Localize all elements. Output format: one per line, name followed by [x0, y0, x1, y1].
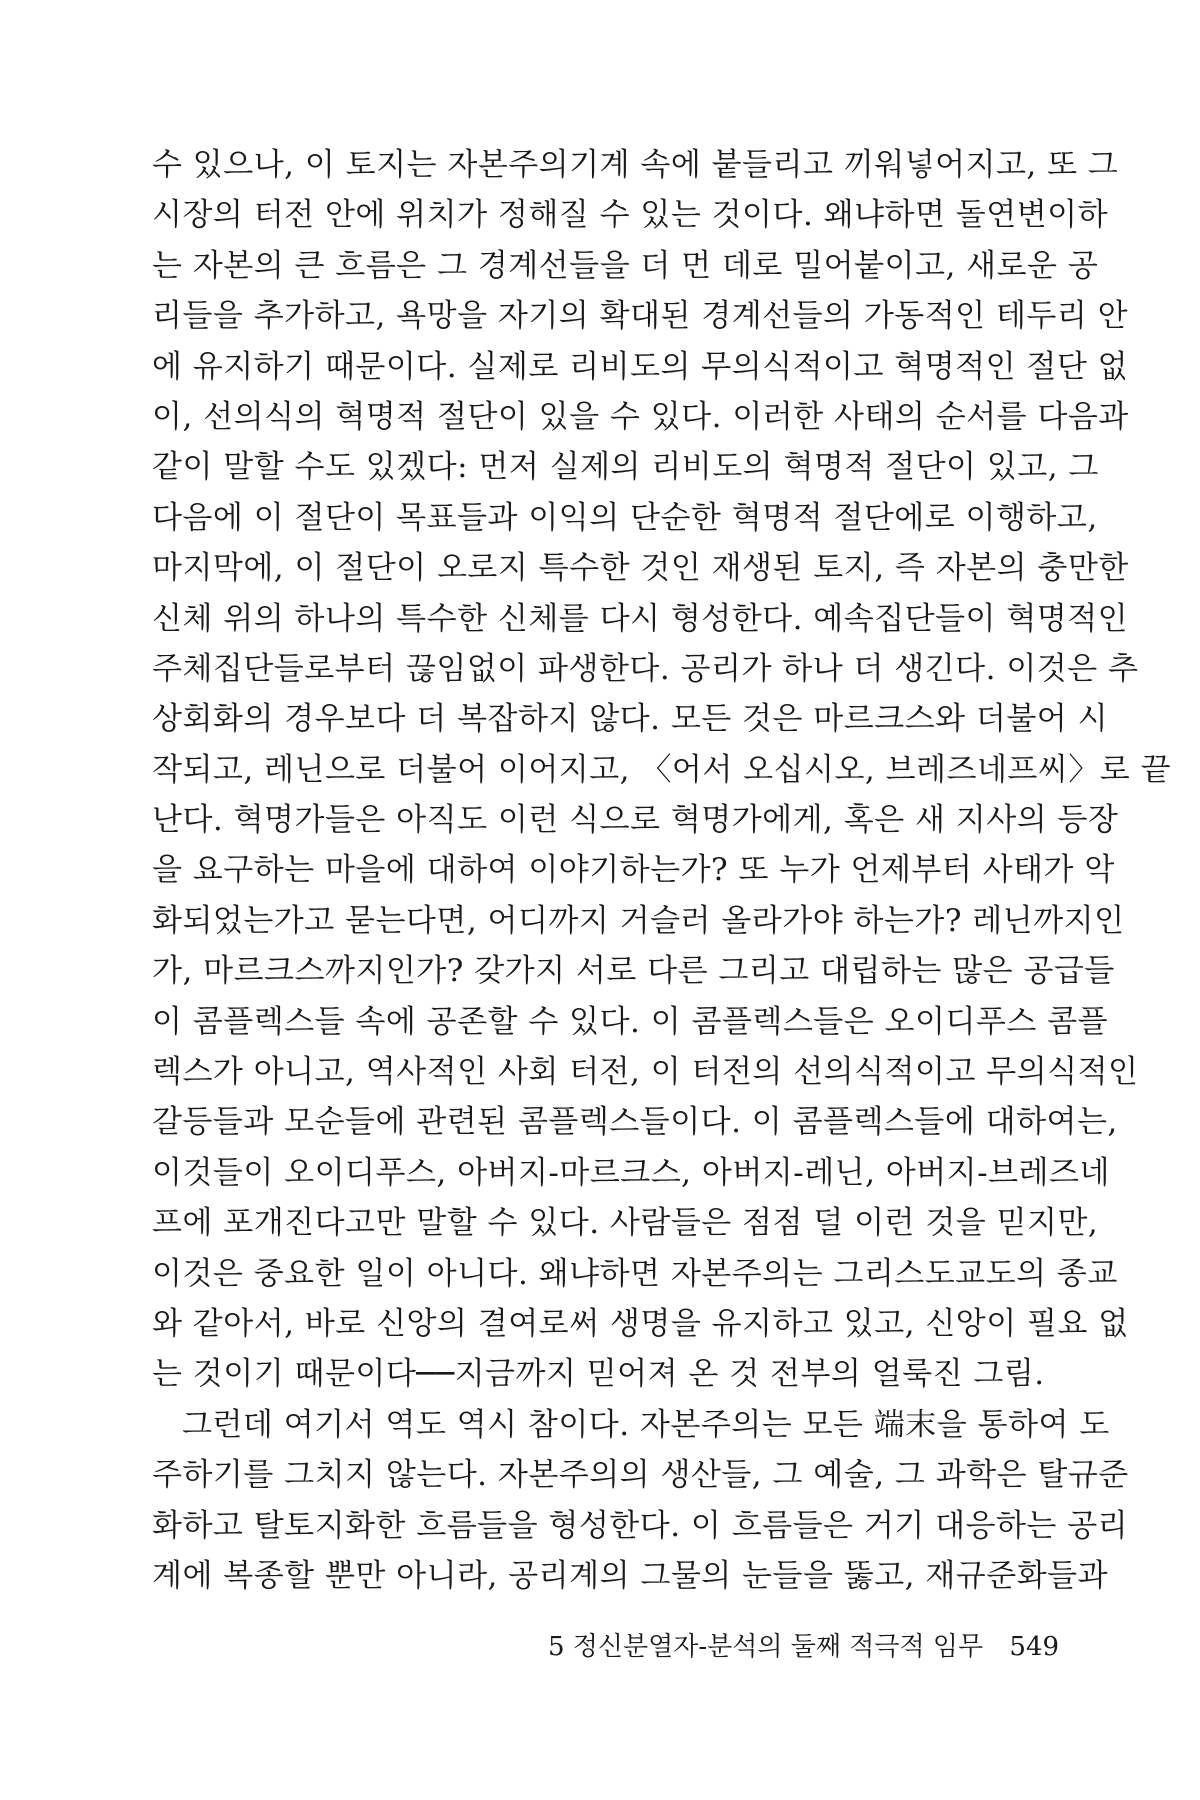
page-footer [548, 1630, 1060, 1664]
text-line: 는 것이기 때문이다──지금까지 믿어져 온 것 전부의 얼룩진 그림. [152, 1356, 1045, 1393]
text-line: 리들을 추가하고, 욕망을 자기의 확대된 경계선들의 가동적인 테두리 안 [152, 298, 1129, 335]
text-line: 난다. 혁명가들은 아직도 이런 식으로 혁명가에게, 혹은 새 지사의 등장 [152, 802, 1119, 839]
text-line: 에 유지하기 때문이다. 실제로 리비도의 무의식적이고 혁명적인 절단 없 [152, 348, 1129, 385]
text-line: 이것들이 오이디푸스, 아버지-마르크스, 아버지-레닌, 아버지-브레즈네 [152, 1154, 1110, 1191]
text-line: 시장의 터전 안에 위치가 정해질 수 있는 것이다. 왜냐하면 돌연변이하 [152, 197, 1109, 234]
text-line: 프에 포개진다고만 말할 수 있다. 사람들은 점점 덜 이런 것을 믿지만, [152, 1205, 1099, 1242]
text-line: 이, 선의식의 혁명적 절단이 있을 수 있다. 이러한 사태의 순서를 다음과 [152, 398, 1129, 435]
text-line: 주체집단들로부터 끊임없이 파생한다. 공리가 하나 더 생긴다. 이것은 추 [152, 650, 1139, 687]
text-line: 화되었는가고 묻는다면, 어디까지 거슬러 올라가야 하는가? 레닌까지인 [152, 902, 1125, 939]
text-line: 수 있으나, 이 토지는 자본주의기계 속에 붙들리고 끼워넣어지고, 또 그 [152, 147, 1119, 183]
text-line-paragraph-start: 그런데 여기서 역도 역시 참이다. 자본주의는 모든 端末을 통하여 도 [182, 1406, 1110, 1443]
text-line: 화하고 탈토지화한 흐름들을 형성한다. 이 흐름들은 거기 대응하는 공리 [152, 1507, 1129, 1544]
text-line: 같이 말할 수도 있겠다: 먼저 실제의 리비도의 혁명적 절단이 있고, 그 [152, 449, 1099, 486]
text-line: 는 자본의 큰 흐름은 그 경계선들을 더 먼 데로 밀어붙이고, 새로운 공 [152, 247, 1099, 284]
running-head: 5 정신분열자-분석의 둘째 적극적 임무 [548, 1632, 984, 1662]
text-line: 이 콤플렉스들 속에 공존할 수 있다. 이 콤플렉스들은 오이디푸스 콤플 [152, 1003, 1109, 1040]
text-line: 다음에 이 절단이 목표들과 이익의 단순한 혁명적 절단에로 이행하고, [152, 499, 1098, 536]
text-line: 갈등들과 모순들에 관련된 콤플렉스들이다. 이 콤플렉스들에 대하여는, [152, 1104, 1118, 1141]
text-line: 마지막에, 이 절단이 오로지 특수한 것인 재생된 토지, 즉 자본의 충만한 [152, 550, 1129, 587]
text-line: 렉스가 아니고, 역사적인 사회 터전, 이 터전의 선의식적이고 무의식적인 [152, 1054, 1139, 1091]
text-line: 상회화의 경우보다 더 복잡하지 않다. 모든 것은 마르크스와 더불어 시 [152, 701, 1109, 738]
text-line: 가, 마르크스까지인가? 갖가지 서로 다른 그리고 대립하는 많은 공급들 [152, 953, 1115, 990]
text-line: 이것은 중요한 일이 아니다. 왜냐하면 자본주의는 그리스도교도의 종교 [152, 1255, 1118, 1292]
text-line: 와 같아서, 바로 신앙의 결여로써 생명을 유지하고 있고, 신앙이 필요 없 [152, 1305, 1129, 1342]
text-line: 을 요구하는 마을에 대하여 이야기하는가? 또 누가 언제부터 사태가 악 [152, 852, 1115, 889]
text-line: 계에 복종할 뿐만 아니라, 공리계의 그물의 눈들을 뚫고, 재규준화들과 [152, 1557, 1109, 1594]
text-line: 신체 위의 하나의 특수한 신체를 다시 형성한다. 예속집단들이 혁명적인 [152, 600, 1129, 637]
text-line: 주하기를 그치지 않는다. 자본주의의 생산들, 그 예술, 그 과학은 탈규준 [152, 1457, 1129, 1494]
body-text [152, 140, 1172, 1601]
page-number: 549 [1009, 1632, 1060, 1662]
text-line: 작되고, 레닌으로 더불어 이어지고, 〈어서 오십시오, 브레즈네프씨〉로 끝 [152, 751, 1172, 788]
